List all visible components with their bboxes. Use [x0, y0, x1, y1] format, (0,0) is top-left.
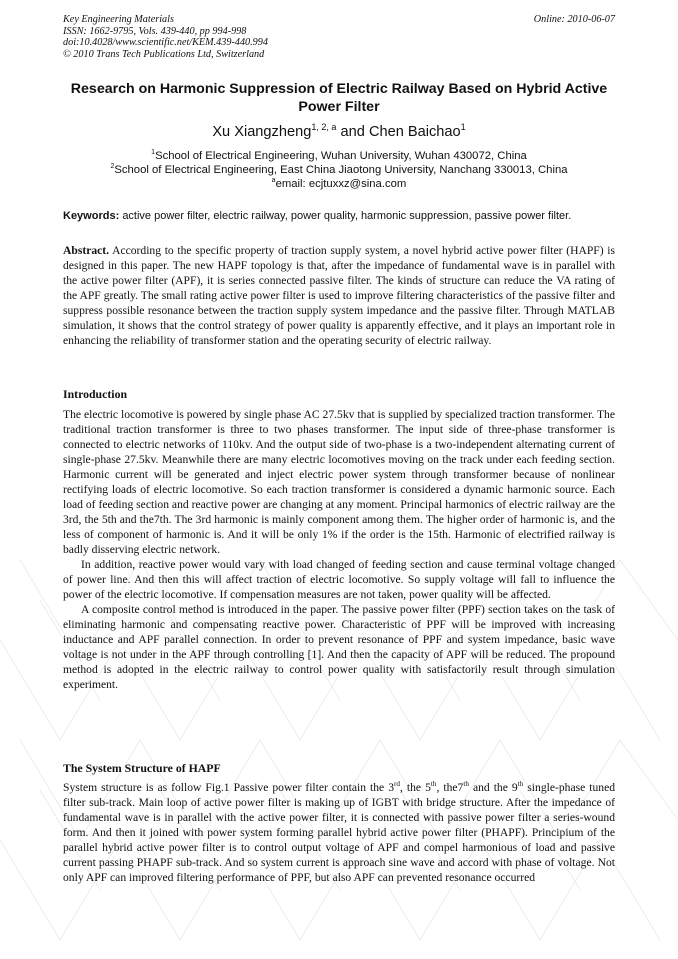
intro-paragraph-1: The electric locomotive is powered by single phase AC 27.5kv that is supplied by specialized traction transformer. The traditional traction transformer is three to two phases transformer. The input side of three-phase transformer is connected to electric networks of 110kv. And the output side of two-phase is a two-independent alternating current of single-phase 27.5kv. Meanwhile there are many electric locomotives moving on the track under each feeding section. Harmonic current will be generated and inject electric power system through transformer because of nonlinear rectifying loads of electric locomotive. So each traction transformer is considered a dynamic harmonic source. Each load of feeding section and reactive power are changing at any moment. Principal harmonics of electric railway are the 3rd, the 5th and the7th. The 3rd harmonic is mainly component among them. The higher order of harmonic is, and the less of component of harmonic is. And it will be only 1% if the order is the 15th. Harmonic of electrified railway is badly disserving electric network.: [63, 408, 615, 556]
journal-header: [63, 14, 268, 60]
sup-th-2: th: [463, 780, 469, 789]
abstract-label: Abstract.: [63, 244, 110, 257]
abstract: [63, 243, 615, 348]
abstract-text: According to the specific property of traction supply system, a novel hybrid active power filter (HAPF) is designed in this paper. The new HAPF topology is that, after the impedance of fundamental wave is in parallel with the active power filter (APF), it is series connected passive filter. The kinds of structure can reduce the VA rating of the APF greatly. The small rating active power filter is used to improve filtering characteristics of the passive filter and suppress possible resonance between the traction supply system impedance and the passive filter. Through MATLAB simulation, it shows that the control strategy of power quality is apparently effective, and it plays an important role in enhancing the reliability of transformer station and the operating security of electric railway.: [63, 244, 615, 347]
intro-paragraph-3: A composite control method is introduced in the paper. The passive power filter (PPF) section takes on the task of eliminating harmonic and compensating reactive power. Characteristic of PPF will be improved with increasing inductance and APF parallel connection. In order to prevent resonance of PPF and system impedance, basic wave voltage is not under in the APF through controlling [1]. And then the capacity of APF will be reduced. The propound method is adopted in the electric railway to control power quality with satisfactorily result through simulation experiment.: [63, 603, 615, 691]
email-sup: a: [271, 177, 276, 185]
copyright-line: © 2010 Trans Tech Publications Ltd, Switzerland: [63, 48, 265, 60]
journal-name: Key Engineering Materials: [63, 14, 174, 25]
sys-text-a: System structure is as follow Fig.1 Passive power filter contain the 3: [63, 781, 394, 794]
issn-line: ISSN: 1662-9795, Vols. 439-440, pp 994-998: [63, 25, 247, 37]
keywords-text: active power filter, electric railway, power quality, harmonic suppression, passive power filter.: [122, 210, 572, 222]
sup-rd: rd: [394, 780, 400, 789]
author-2-sup: 1: [460, 122, 466, 133]
affiliation-1-sup: 1: [151, 149, 156, 157]
email-line: [63, 177, 615, 191]
system-structure-heading: The System Structure of HAPF: [63, 761, 221, 775]
paper-title: Research on Harmonic Suppression of Electric Railway Based on Hybrid Active Power Filter: [70, 81, 608, 115]
sys-text-c: , the7: [436, 781, 464, 794]
affiliation-2-sup: 2: [110, 163, 115, 171]
affiliation-1: [63, 149, 615, 163]
sup-th-3: th: [517, 780, 524, 789]
affiliation-2: [63, 163, 615, 177]
author-1: Xu Xiangzheng: [212, 124, 312, 140]
email-text: email: ecjtuxxz@sina.com: [275, 178, 407, 190]
introduction-body: [63, 407, 615, 692]
keywords: [63, 209, 615, 223]
sys-text-d: and the 9: [468, 781, 518, 794]
online-date: Online: 2010-06-07: [533, 14, 615, 25]
sys-text-e: single-phase tuned filter sub-track. Main loop of active power filter is making up of IGBT with bridge structure. After the impedance of fundamental wave is in parallel with the active power filter, it is connected with passive power filter a series-wound form. And then it joined with power system forming parallel hybrid active power filter (PHAPF). Principium of the parallel hybrid active power filter is to control output voltage of APF and compel harmonious of load and passive current passing PHAPF sub-track. And so system current is approach sine wave and accord with phase of voltage. Not only APF can improved filtering performance of PPF, but also APF can prevented resonance occurred: [63, 781, 616, 884]
affiliation-2-text: School of Electrical Engineering, East China Jiaotong University, Nanchang 330013, China: [114, 164, 568, 176]
system-structure-body: [63, 780, 615, 885]
author-line: [63, 122, 615, 142]
affiliation-1-text: School of Electrical Engineering, Wuhan University, Wuhan 430072, China: [155, 150, 527, 162]
sup-th-1: th: [430, 780, 437, 789]
system-structure-paragraph-1: [63, 780, 615, 885]
intro-paragraph-2: In addition, reactive power would vary with load changed of feeding section and cause terminal voltage changed of power line. And then this will affect traction of electric locomotive. So supply voltage will fall to influence the power of the electric locomotive. If compensation measures are not taken, power quality will be affected.: [63, 558, 615, 601]
introduction-heading: Introduction: [63, 387, 128, 401]
doi-line: doi:10.4028/www.scientific.net/KEM.439-440.994: [63, 37, 268, 49]
author-and: and: [340, 124, 365, 140]
sys-text-b: , the 5: [400, 781, 431, 794]
affiliations: [63, 149, 615, 191]
author-2: Chen Baichao: [368, 124, 461, 140]
author-1-sup: 1, 2, a: [311, 122, 337, 133]
keywords-label: Keywords:: [63, 210, 120, 222]
